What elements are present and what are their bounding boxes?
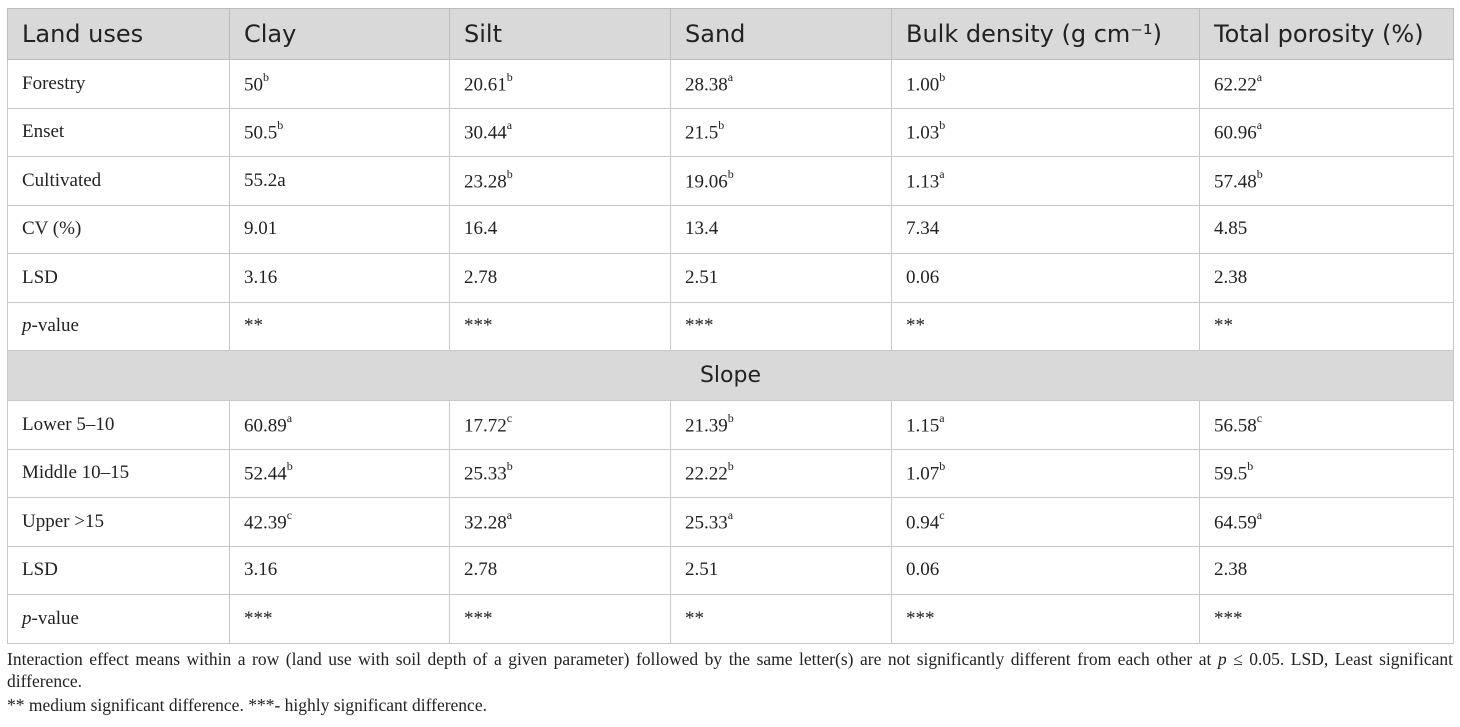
cell-value: 57.48 [1214, 170, 1257, 192]
table-cell [1200, 205, 1454, 254]
table-cell [230, 595, 450, 644]
significance-letter: c [939, 507, 945, 522]
table-cell [230, 205, 450, 254]
table-cell [1200, 60, 1454, 109]
table-cell [892, 498, 1200, 547]
table-cell [671, 302, 892, 351]
table-cell [892, 595, 1200, 644]
cell-value: 7.34 [906, 218, 940, 240]
table-cell [8, 546, 230, 595]
cell-value: 1.03 [906, 122, 940, 144]
table-cell [1200, 401, 1454, 450]
table-cell [1200, 498, 1454, 547]
table-cell [8, 595, 230, 644]
significance-letter: b [1247, 459, 1254, 474]
cell-value: 52.44 [244, 463, 287, 485]
cell-value: 60.89 [244, 414, 287, 436]
cell-value: 1.00 [906, 73, 940, 95]
table-cell [892, 302, 1200, 351]
significance-letter: b [939, 459, 946, 474]
header-clay: Clay [230, 9, 450, 60]
cell-value: -value [31, 315, 79, 337]
table-cell [8, 449, 230, 498]
table-cell [230, 302, 450, 351]
table-cell [892, 157, 1200, 206]
table-footnote [7, 648, 1453, 718]
footnote-text-a: Interaction effect means within a row (land use with soil depth of a given parameter) followed by the same letter(s) are not significantly different from each other at [7, 649, 1218, 669]
footnote-text-b: ≤ 0.05. LSD, Least significant difference. [7, 649, 1453, 691]
cell-value: 30.44 [464, 122, 507, 144]
significance-letter: a [1256, 69, 1263, 84]
cell-value: *** [906, 607, 935, 629]
significance-letter: a [506, 507, 513, 522]
significance-letter: b [263, 69, 269, 84]
cell-value: 22.22 [685, 463, 728, 485]
table-cell [671, 108, 892, 157]
soil-properties-table [7, 8, 1454, 644]
cell-value: 2.38 [1214, 266, 1248, 288]
significance-letter: a [727, 69, 734, 84]
cell-value: 2.51 [685, 266, 719, 288]
significance-letter: b [727, 410, 734, 425]
table-cell [8, 205, 230, 254]
cell-value: 50.5 [244, 122, 278, 144]
cell-value: *** [685, 315, 714, 337]
significance-letter: a [1256, 507, 1263, 522]
table-cell [230, 254, 450, 303]
cell-value: 60.96 [1214, 122, 1257, 144]
significance-letter: b [506, 459, 513, 474]
cell-value: 25.33 [464, 463, 507, 485]
header-bulk-density: Bulk density (g cm⁻¹) [892, 9, 1200, 60]
significance-letter: b [277, 118, 284, 133]
cell-value: *** [464, 607, 493, 629]
table-cell [8, 401, 230, 450]
cell-value: -value [31, 607, 79, 629]
table-cell [892, 546, 1200, 595]
significance-letter: c [1256, 410, 1263, 425]
table-cell [671, 60, 892, 109]
cell-value: 2.51 [685, 559, 719, 581]
table-cell [1200, 254, 1454, 303]
table-cell [450, 401, 671, 450]
section-label: Slope [8, 351, 1454, 401]
table-body [8, 60, 1454, 644]
cell-value: 2.38 [1214, 559, 1248, 581]
table-cell [671, 546, 892, 595]
table-row [8, 205, 1454, 254]
significance-letter: b [939, 118, 946, 133]
cell-value: Enset [22, 121, 65, 143]
cell-value: 21.39 [685, 414, 728, 436]
table-cell [892, 60, 1200, 109]
significance-letter: b [727, 166, 734, 181]
table-cell [230, 449, 450, 498]
cell-value: 0.06 [906, 559, 940, 581]
footnote-p-symbol: p [1217, 649, 1227, 669]
table-cell [450, 498, 671, 547]
table-row [8, 546, 1454, 595]
table-row [8, 108, 1454, 157]
significance-letter: b [506, 166, 513, 181]
significance-letter: a [506, 118, 513, 133]
cell-value: 28.38 [685, 73, 728, 95]
significance-letter: b [286, 459, 293, 474]
table-cell [8, 157, 230, 206]
significance-letter: a [727, 507, 734, 522]
cell-value: 1.15 [906, 414, 940, 436]
table-cell [230, 401, 450, 450]
table-cell [892, 205, 1200, 254]
table-cell [671, 449, 892, 498]
table-cell [450, 254, 671, 303]
table-cell [450, 108, 671, 157]
cell-value: Lower 5–10 [22, 413, 115, 435]
cell-value: *** [1214, 607, 1243, 629]
cell-value: 16.4 [464, 218, 498, 240]
cell-value: 62.22 [1214, 73, 1257, 95]
cell-value: 25.33 [685, 511, 728, 533]
cell-value: 4.85 [1214, 218, 1248, 240]
cell-value: 0.94 [906, 511, 940, 533]
table-cell [450, 205, 671, 254]
table-cell [8, 498, 230, 547]
cell-value: 56.58 [1214, 414, 1257, 436]
cell-value: Upper >15 [22, 510, 104, 532]
cell-value: 2.78 [464, 266, 498, 288]
cell-value: 42.39 [244, 511, 287, 533]
cell-value: ** [1214, 315, 1233, 337]
table-cell [450, 302, 671, 351]
cell-value: 50 [244, 73, 263, 95]
footnote-line-1 [7, 648, 1453, 692]
cell-value: ** [685, 607, 704, 629]
table-cell [230, 498, 450, 547]
table-cell [230, 108, 450, 157]
table-row [8, 157, 1454, 206]
section-row-slope [8, 351, 1454, 401]
header-row [8, 9, 1454, 60]
cell-value: 2.78 [464, 559, 498, 581]
cell-value: 55.2a [244, 169, 286, 191]
significance-letter: b [506, 69, 513, 84]
table-cell [671, 595, 892, 644]
significance-letter: c [286, 507, 293, 522]
cell-value: 20.61 [464, 73, 507, 95]
table-cell [671, 498, 892, 547]
cell-value: 0.06 [906, 266, 940, 288]
table-cell [450, 157, 671, 206]
cell-value: 3.16 [244, 266, 278, 288]
table-row [8, 401, 1454, 450]
table-row [8, 498, 1454, 547]
cell-value: 64.59 [1214, 511, 1257, 533]
table-cell [230, 157, 450, 206]
table-cell [1200, 449, 1454, 498]
cell-value: CV (%) [22, 218, 82, 240]
cell-value: Forestry [22, 72, 86, 94]
table-cell [1200, 302, 1454, 351]
cell-value: 21.5 [685, 122, 719, 144]
table-row [8, 60, 1454, 109]
table-cell [1200, 108, 1454, 157]
table-cell [1200, 157, 1454, 206]
cell-value: Middle 10–15 [22, 462, 130, 484]
table-cell [230, 546, 450, 595]
cell-value: 19.06 [685, 170, 728, 192]
data-table-container [7, 8, 1453, 644]
table-cell [8, 60, 230, 109]
table-row [8, 595, 1454, 644]
table-cell [892, 254, 1200, 303]
table-cell [8, 108, 230, 157]
table-cell [892, 449, 1200, 498]
header-silt: Silt [450, 9, 671, 60]
significance-letter: c [506, 410, 513, 425]
cell-value: 1.13 [906, 170, 940, 192]
significance-letter: b [718, 118, 725, 133]
cell-value: 23.28 [464, 170, 507, 192]
table-cell [671, 254, 892, 303]
table-cell [450, 595, 671, 644]
table-row [8, 302, 1454, 351]
significance-letter: a [286, 410, 293, 425]
table-cell [671, 157, 892, 206]
cell-value: *** [244, 607, 273, 629]
cell-value: LSD [22, 559, 58, 581]
table-cell [450, 449, 671, 498]
significance-letter: a [939, 166, 945, 181]
table-cell [671, 205, 892, 254]
p-symbol: p [22, 315, 32, 337]
table-cell [671, 401, 892, 450]
table-cell [450, 60, 671, 109]
significance-letter: a [939, 410, 945, 425]
table-cell [1200, 546, 1454, 595]
table-cell [892, 401, 1200, 450]
p-symbol: p [22, 607, 32, 629]
table-row [8, 449, 1454, 498]
table-cell [1200, 595, 1454, 644]
table-cell [892, 108, 1200, 157]
cell-value: Cultivated [22, 169, 102, 191]
cell-value: 59.5 [1214, 463, 1248, 485]
significance-letter: b [1256, 166, 1263, 181]
cell-value: 17.72 [464, 414, 507, 436]
header-total-porosity: Total porosity (%) [1200, 9, 1454, 60]
cell-value: 1.07 [906, 463, 940, 485]
cell-value: 32.28 [464, 511, 507, 533]
significance-letter: b [727, 459, 734, 474]
header-sand: Sand [671, 9, 892, 60]
footnote-line-2: ** medium significant difference. ***- highly significant difference. [7, 695, 487, 715]
cell-value: *** [464, 315, 493, 337]
table-cell [450, 546, 671, 595]
cell-value: 9.01 [244, 218, 278, 240]
significance-letter: a [1256, 118, 1263, 133]
significance-letter: b [939, 69, 946, 84]
cell-value: ** [906, 315, 925, 337]
table-row [8, 254, 1454, 303]
cell-value: 13.4 [685, 218, 719, 240]
cell-value: ** [244, 315, 263, 337]
cell-value: 3.16 [244, 559, 278, 581]
header-land-uses: Land uses [8, 9, 230, 60]
cell-value: LSD [22, 266, 58, 288]
table-cell [8, 254, 230, 303]
table-cell [8, 302, 230, 351]
table-cell [230, 60, 450, 109]
